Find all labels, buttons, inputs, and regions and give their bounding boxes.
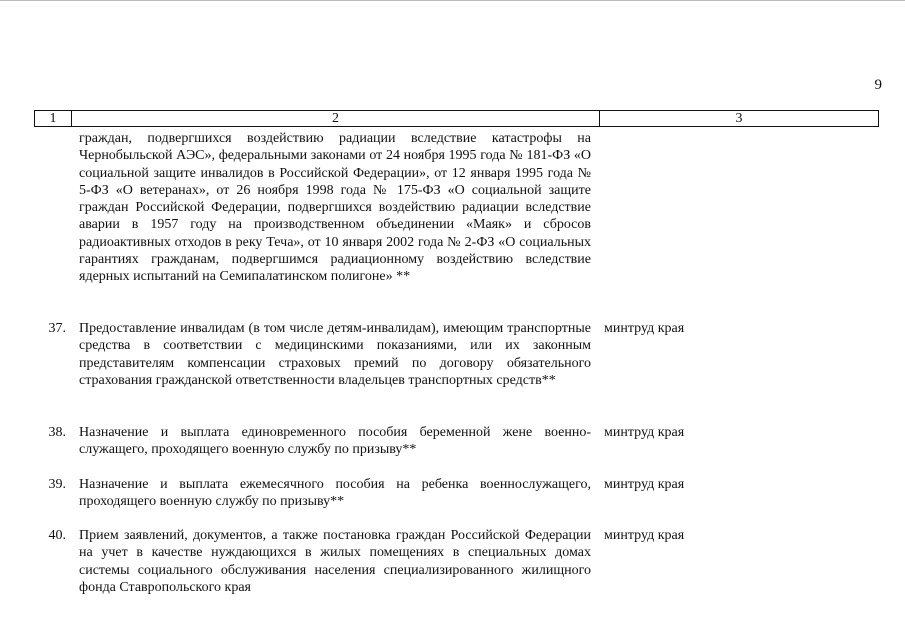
page-number: 9 xyxy=(874,77,882,93)
service-description: Прием заявлений, документов, а также постановка граждан Российской Федерации на учет в качестве нуждающихся в жилых помещениях в специальных домах системы социального обслуживания населения специализированного жилищного фонда Ставропольского края xyxy=(79,528,591,595)
service-description: Назначение и выплата единовременного пособия беременной жене военнослужащего, проходящего военную службу по призыву** xyxy=(79,425,591,458)
responsible-body: минтруд края xyxy=(604,528,685,543)
service-description: Назначение и выплата ежемесячного пособия на ребенка военнослужащего, проходящего военную службу по призыву** xyxy=(79,477,591,510)
service-description: Предоставление инвалидам (в том числе детям-инвалидам), имеющим транспортные средства в соответствии с медицинскими показаниями, или их законным представителям компенсации страховых премий по договору обязательного страхования гражданской ответственности владельцев транспортных средств** xyxy=(79,321,591,388)
table-header-row xyxy=(34,110,879,127)
row-number: 40. xyxy=(48,528,66,543)
responsible-body: минтруд края xyxy=(604,321,685,336)
row-number: 39. xyxy=(48,477,66,492)
continuation-text: граждан, подвергшихся воздействию радиации вследствие катастрофы на Чернобыльской АЭС», федеральными законами от 24 ноября 1995 года № 181-ФЗ «О социальной защите инвалидов в Российской Федерации», от 12 января 1995 года № 5-ФЗ «О ветеранах», от 26 ноября 1998 года № 175-ФЗ «О социальной защите граждан Российской Федерации, подвергшихся воздействию радиации вследствие аварии в 1957 году на производственном объединении «Маяк» и сбросов радиоактивных отходов в реку Теча», от 10 января 2002 года № 2-ФЗ «О социальных гарантиях гражданам, подвергшимся радиационному воздействию вследствие ядерных испытаний на Семипалатинском полигоне» ** xyxy=(79,131,591,285)
responsible-body: минтруд края xyxy=(604,477,685,492)
table-header-col-1: 1 xyxy=(35,111,72,126)
table-header-col-3: 3 xyxy=(735,110,743,126)
row-number: 37. xyxy=(48,321,66,336)
page-top-border xyxy=(0,0,905,1)
responsible-body: минтруд края xyxy=(604,425,685,440)
table-header-col-2: 2 xyxy=(72,111,600,126)
row-number: 38. xyxy=(48,425,66,440)
